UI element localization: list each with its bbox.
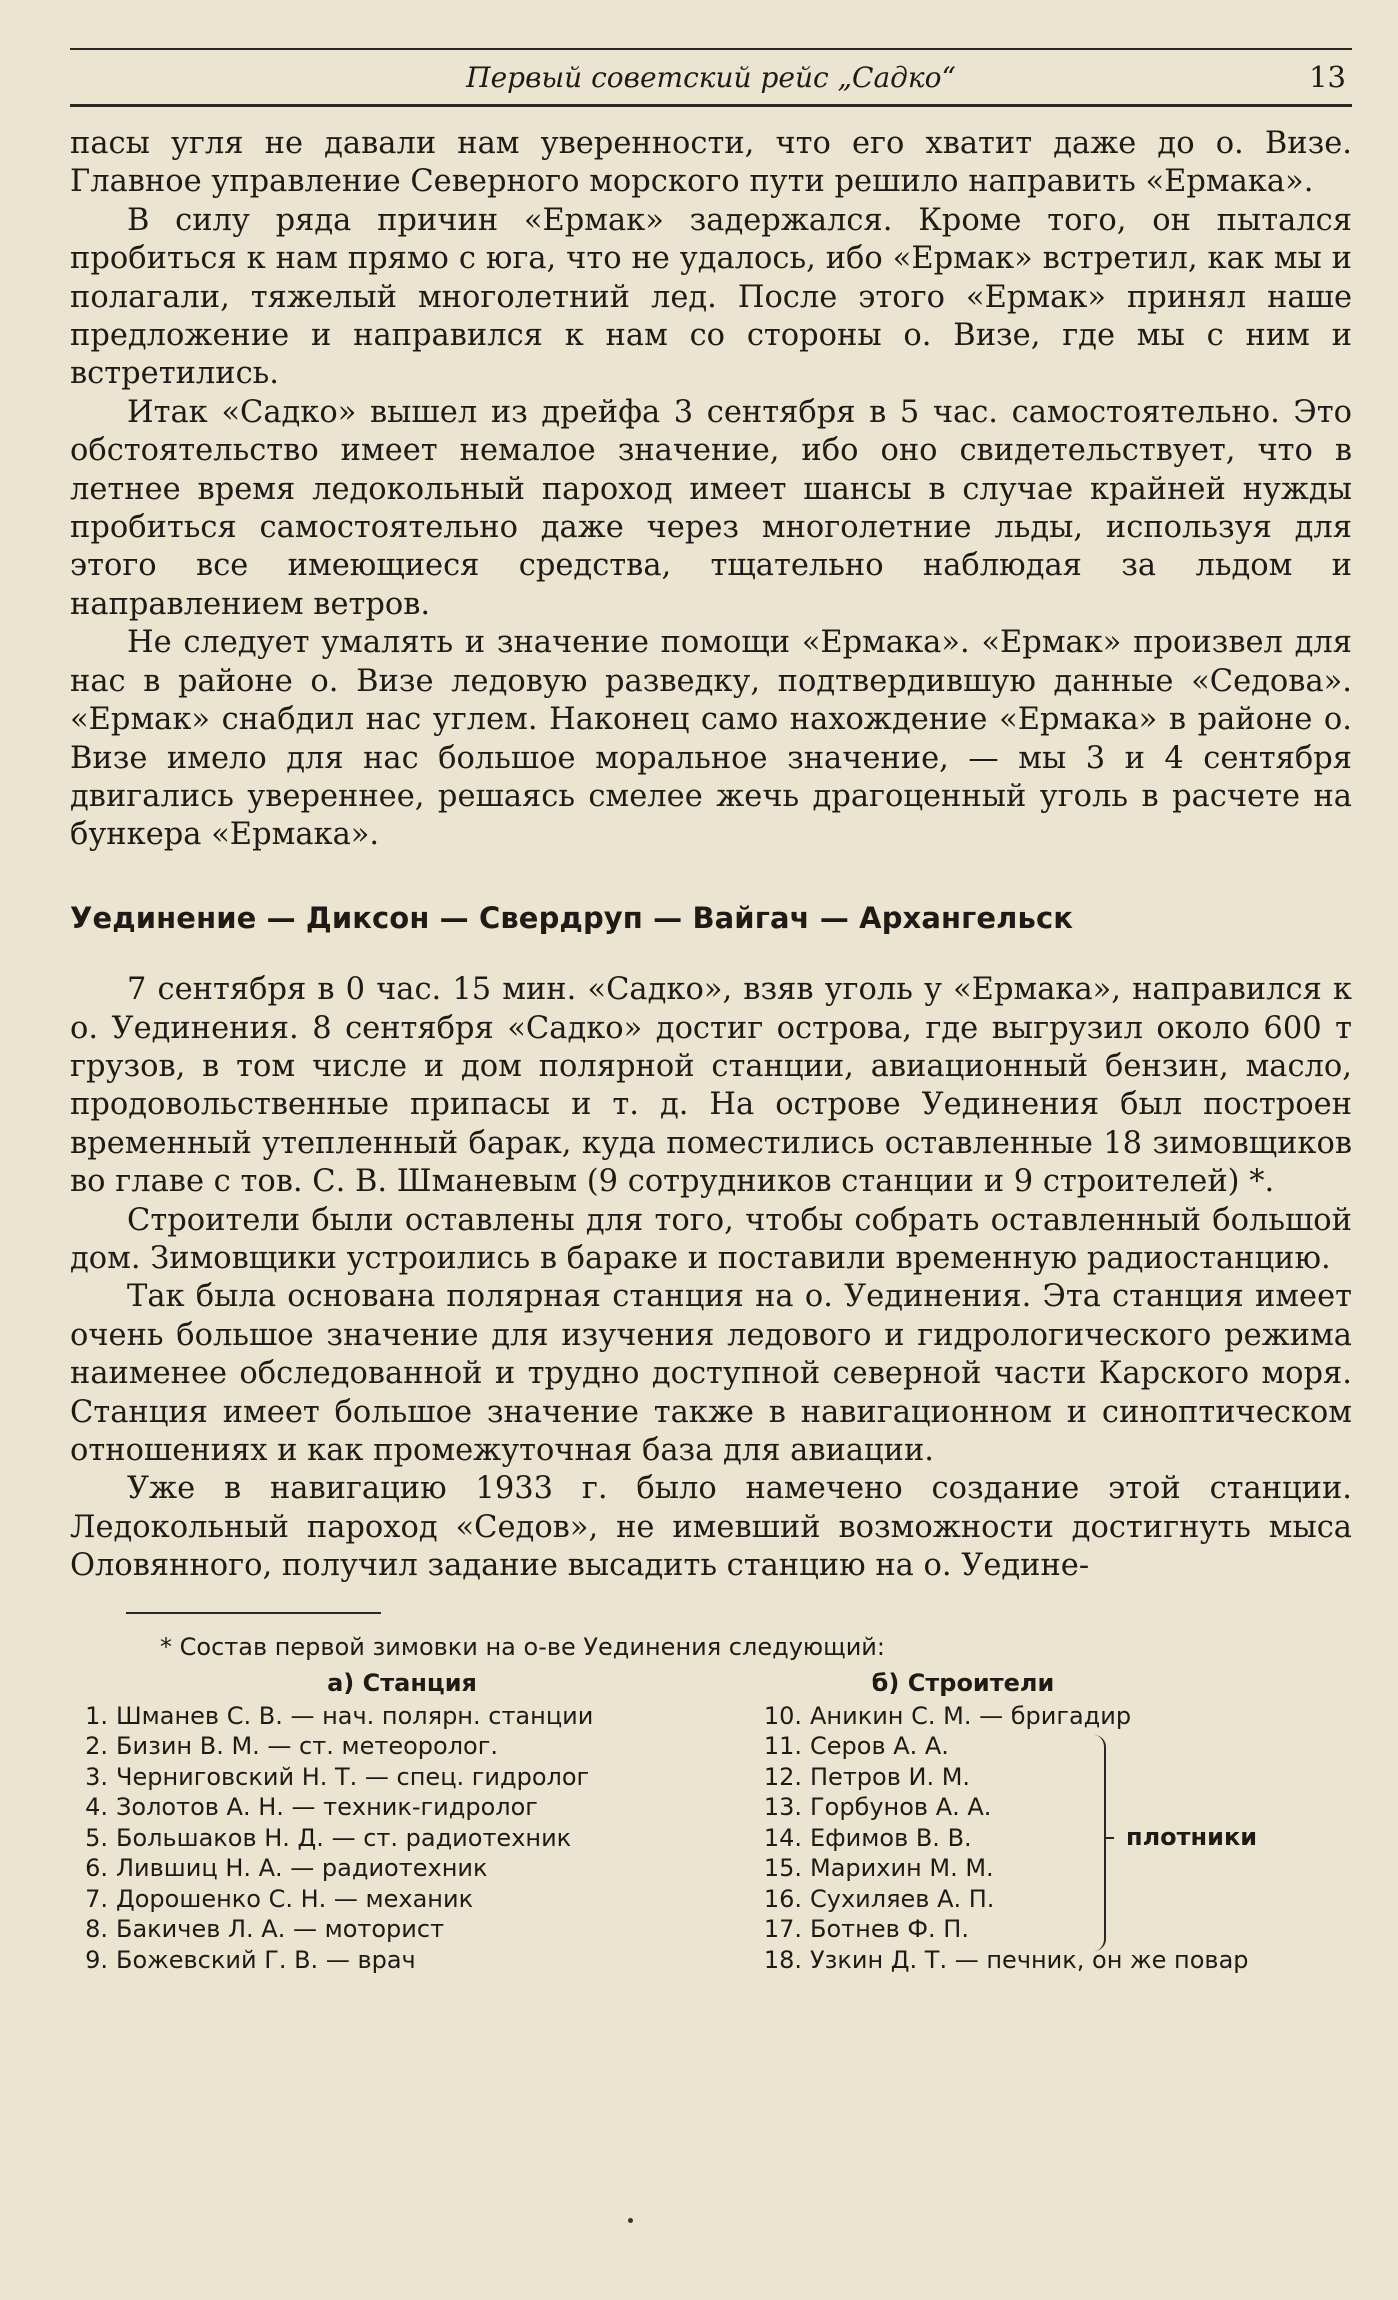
item-text: Божевский Г. В. — врач	[116, 1945, 416, 1974]
paragraph: Так была основана полярная станция на о. Уединения. Эта станция имеет очень большое значение для изучения ледового и гидрологического режима наименее обследованной и трудно доступной северной части Карского моря. Станция имеет большое значение также в навигационном и синоптическом отношениях и как промежуточная база для авиации.	[70, 1279, 1352, 1468]
item-text: Черниговский Н. Т. — спец. гидролог	[116, 1762, 590, 1791]
item-text: Горбунов А. А.	[810, 1793, 992, 1822]
builders-column	[754, 1668, 1352, 1975]
paragraph: Не следует умалять и значение помощи «Ермака». «Ермак» произвел для нас в районе о. Визе ледовую разведку, подтвердившую данные «Седова». «Ермак» снабдил нас углем. Наконец само нахождение «Ермака» в районе о. Визе имело для нас большое моральное значение, — мы 3 и 4 сентября двигались увереннее, решаясь смелее жечь драгоценный уголь в расчете на бункера «Ермака».	[70, 625, 1352, 853]
item-number: 6.	[85, 1854, 108, 1883]
paragraph: Уже в навигацию 1933 г. было намечено создание этой станции. Ледокольный пароход «Седов», не имевший возможности достигнуть мыса Оловянного, получил задание высадить станцию на о. Уедине-	[70, 1471, 1352, 1584]
item-text: Лившиц Н. А. — радиотехник	[116, 1854, 488, 1883]
item-text: Большаков Н. Д. — ст. радиотехник	[116, 1823, 572, 1852]
builders-heading: б) Строители	[871, 1669, 1055, 1698]
main-text	[70, 125, 1352, 1586]
carpenters-label: плотники	[1126, 1823, 1258, 1852]
item-text: Сухиляев А. П.	[810, 1884, 995, 1913]
list-item	[754, 1853, 1352, 1884]
item-text: Бизин В. М. — ст. метеоролог.	[116, 1732, 498, 1761]
list-item	[70, 1823, 754, 1854]
carpenters-list	[754, 1731, 1352, 1945]
list-item	[754, 1823, 1352, 1854]
item-number: 18.	[763, 1945, 802, 1974]
header-bottom-rule	[70, 104, 1352, 107]
item-number: 2.	[85, 1732, 108, 1761]
list-item	[754, 1792, 1352, 1823]
item-text: Ефимов В. В.	[810, 1823, 972, 1852]
item-text: Бакичев Л. А. — моторист	[116, 1915, 445, 1944]
item-number: 16.	[763, 1884, 802, 1913]
list-item	[754, 1762, 1352, 1793]
item-number: 15.	[763, 1854, 802, 1883]
footnote-divider	[126, 1612, 381, 1614]
item-text: Ботнев Ф. П.	[810, 1915, 969, 1944]
carpenters-group	[754, 1731, 1352, 1945]
running-title: Первый советский рейс „Садко“	[466, 60, 956, 94]
item-number: 17.	[763, 1915, 802, 1944]
item-number: 10.	[763, 1701, 802, 1730]
curly-brace	[1090, 1735, 1106, 1951]
footnote	[70, 1632, 1352, 1976]
item-text: Шманев С. В. — нач. полярн. станции	[116, 1701, 594, 1730]
book-page	[70, 48, 1352, 1975]
item-number: 11.	[763, 1732, 802, 1761]
curly-brace-tip	[1104, 1837, 1114, 1839]
list-item	[754, 1914, 1352, 1945]
footnote-title: * Состав первой зимовки на о-ве Уединения следующий:	[160, 1632, 885, 1661]
item-text: Дорошенко С. Н. — механик	[116, 1884, 474, 1913]
paragraph: Итак «Садко» вышел из дрейфа 3 сентября в 5 час. самостоятельно. Это обстоятельство имеет немалое значение, ибо оно свидетельствует, что в летнее время ледокольный пароход имеет шансы в случае крайней нужды пробиться самостоятельно даже через многолетние льды, используя для этого все имеющиеся средства, тщательно наблюдая за льдом и направлением ветров.	[70, 394, 1352, 622]
item-text: Узкин Д. Т. — печник, он же повар	[810, 1945, 1249, 1974]
list-item	[754, 1945, 1352, 1976]
station-heading: а) Станция	[327, 1669, 477, 1698]
station-list	[70, 1701, 754, 1976]
item-number: 13.	[763, 1793, 802, 1822]
list-item	[70, 1731, 754, 1762]
item-number: 4.	[85, 1793, 108, 1822]
item-text: Марихин М. М.	[810, 1854, 994, 1883]
item-number: 12.	[763, 1762, 802, 1791]
item-number: 14.	[763, 1823, 802, 1852]
section-heading: Уединение — Диксон — Свердруп — Вайгач — Архангельск	[70, 900, 1074, 935]
list-item	[70, 1701, 754, 1732]
list-item	[70, 1945, 754, 1976]
list-item	[70, 1792, 754, 1823]
item-number: 5.	[85, 1823, 108, 1852]
page-number: 13	[1309, 60, 1346, 94]
item-text: Аникин С. М. — бригадир	[810, 1701, 1132, 1730]
paragraph: В силу ряда причин «Ермак» задержался. Кроме того, он пытался пробиться к нам прямо с юга, что не удалось, ибо «Ермак» встретил, как мы и полагали, тяжелый многолетний лед. После этого «Ермак» принял наше предложение и направился к нам со стороны о. Визе, где мы с ним и встретились.	[70, 202, 1352, 392]
list-item	[70, 1914, 754, 1945]
list-item	[70, 1853, 754, 1884]
item-number: 1.	[85, 1701, 108, 1730]
list-item	[754, 1701, 1352, 1732]
paragraph: 7 сентября в 0 час. 15 мин. «Садко», взяв уголь у «Ермака», направился к о. Уединения. 8 сентября «Садко» достиг острова, где выгрузил около 600 т грузов, в том числе и дом полярной станции, авиационный бензин, масло, продовольственные припасы и т. д. На острове Уединения был построен временный утепленный барак, куда поместились оставленные 18 зимовщиков во главе с тов. С. В. Шманевым (9 сотрудников станции и 9 строителей) *.	[70, 972, 1352, 1200]
list-item	[70, 1884, 754, 1915]
paragraph: пасы угля не давали нам уверенности, что его хватит даже до о. Визе. Главное управление Северного морского пути решило направить «Ермака».	[70, 126, 1352, 200]
item-text: Петров И. М.	[810, 1762, 971, 1791]
page-dot	[628, 2218, 633, 2223]
list-item	[754, 1731, 1352, 1762]
item-text: Серов А. А.	[810, 1732, 949, 1761]
running-header	[70, 50, 1352, 104]
item-number: 3.	[85, 1762, 108, 1791]
list-item	[754, 1884, 1352, 1915]
item-number: 7.	[85, 1884, 108, 1913]
item-number: 9.	[85, 1945, 108, 1974]
station-column	[70, 1668, 754, 1975]
item-text: Золотов А. Н. — техник-гидролог	[116, 1793, 538, 1822]
list-item	[70, 1762, 754, 1793]
paragraph: Строители были оставлены для того, чтобы собрать оставленный большой дом. Зимовщики устроились в бараке и поставили временную радиостанцию.	[70, 1202, 1352, 1276]
item-number: 8.	[85, 1915, 108, 1944]
footnote-columns	[70, 1668, 1352, 1975]
